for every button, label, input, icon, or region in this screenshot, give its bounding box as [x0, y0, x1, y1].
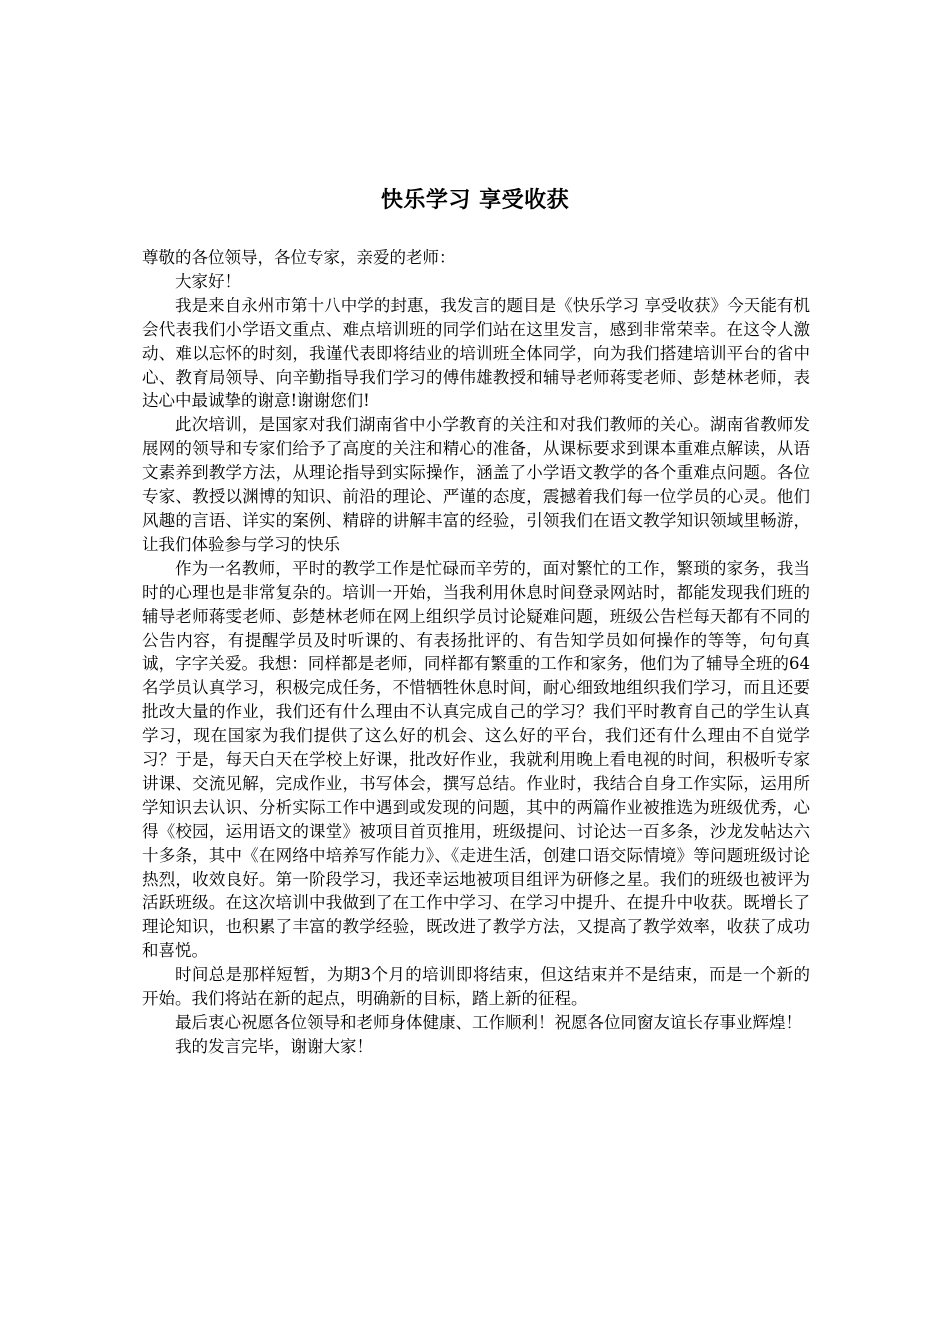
paragraph-conclusion: 时间总是那样短暂，为期3个月的培训即将结束，但这结束并不是结束，而是一个新的开始。我们将站在新的起点，明确新的目标，踏上新的征程。: [142, 965, 810, 1009]
document-body: [142, 246, 810, 1059]
document-title: 快乐学习 享受收获: [380, 187, 570, 213]
paragraph-personal-experience: 作为一名教师，平时的教学工作是忙碌而辛劳的，面对繁忙的工作，繁琐的家务，我当时的心理也是非常复杂的。培训一开始，当我利用休息时间登录网站时，都能发现我们班的辅导老师蒋雯老师、彭楚林老师在网上组织学员讨论疑难问题，班级公告栏每天都有不同的公告内容，有提醒学员及时听课的、有表扬批评的、有告知学员如何操作的等等，句句真诚，字字关爱。我想：同样都是老师，同样都有繁重的工作和家务，他们为了辅导全班的64名学员认真学习，积极完成任务，不惜牺牲休息时间，耐心细致地组织我们学习，而且还要批改大量的作业，我们还有什么理由不认真完成自己的学习？我们平时教育自己的学生认真学习，现在国家为我们提供了这么好的机会、这么好的平台，我们还有什么理由不自觉学习？于是，每天白天在学校上好课，批改好作业，我就利用晚上看电视的时间，积极听专家讲课、交流见解，完成作业，书写体会，撰写总结。作业时，我结合自身工作实际，运用所学知识去认识、分析实际工作中遇到或发现的问题，其中的两篇作业被推选为班级优秀，心得《校园，运用语文的课堂》被项目首页推用，班级提问、讨论达一百多条，沙龙发帖达六十多条，其中《在网络中培养写作能力》、《走进生活，创建口语交际情境》等问题班级讨论热烈，收效良好。第一阶段学习，我还幸运地被项目组评为研修之星。我们的班级也被评为活跃班级。在这次培训中我做到了在工作中学习、在学习中提升、在提升中收获。既增长了理论知识，也积累了丰富的教学经验，既改进了教学方法，又提高了教学效率，收获了成功和喜悦。: [142, 558, 810, 961]
paragraph-closing: 我的发言完毕，谢谢大家！: [175, 1036, 373, 1056]
paragraph-introduction: 我是来自永州市第十八中学的封惠，我发言的题目是《快乐学习 享受收获》今天能有机会代表我们小学语文重点、难点培训班的同学们站在这里发言，感到非常荣幸。在这令人激动、难以忘怀的时刻，我谨代表即将结业的培训班全体同学，向为我们搭建培训平台的省中心、教育局领导、向辛勤指导我们学习的傅伟雄教授和辅导老师蒋雯老师、彭楚林老师，表达心中最诚挚的谢意!谢谢您们!: [142, 295, 810, 411]
paragraph-greeting: 大家好！: [175, 271, 241, 291]
salutation: 尊敬的各位领导，各位专家，亲爱的老师：: [142, 248, 456, 267]
paragraph-wishes: 最后衷心祝愿各位领导和老师身体健康、工作顺利！祝愿各位同窗友谊长存事业辉煌！: [175, 1013, 802, 1032]
paragraph-training-overview: 此次培训，是国家对我们湖南省中小学教育的关注和对我们教师的关心。湖南省教师发展网的领导和专家们给予了高度的关注和精心的准备，从课标要求到课本重难点解读，从语文素养到教学方法，从理论指导到实际操作，涵盖了小学语文教学的各个重难点问题。各位专家、教授以渊博的知识、前沿的理论、严谨的态度，震撼着我们每一位学员的心灵。他们风趣的言语、详实的案例、精辟的讲解丰富的经验，引领我们在语文教学知识领域里畅游，让我们体验参与学习的快乐: [142, 415, 810, 554]
